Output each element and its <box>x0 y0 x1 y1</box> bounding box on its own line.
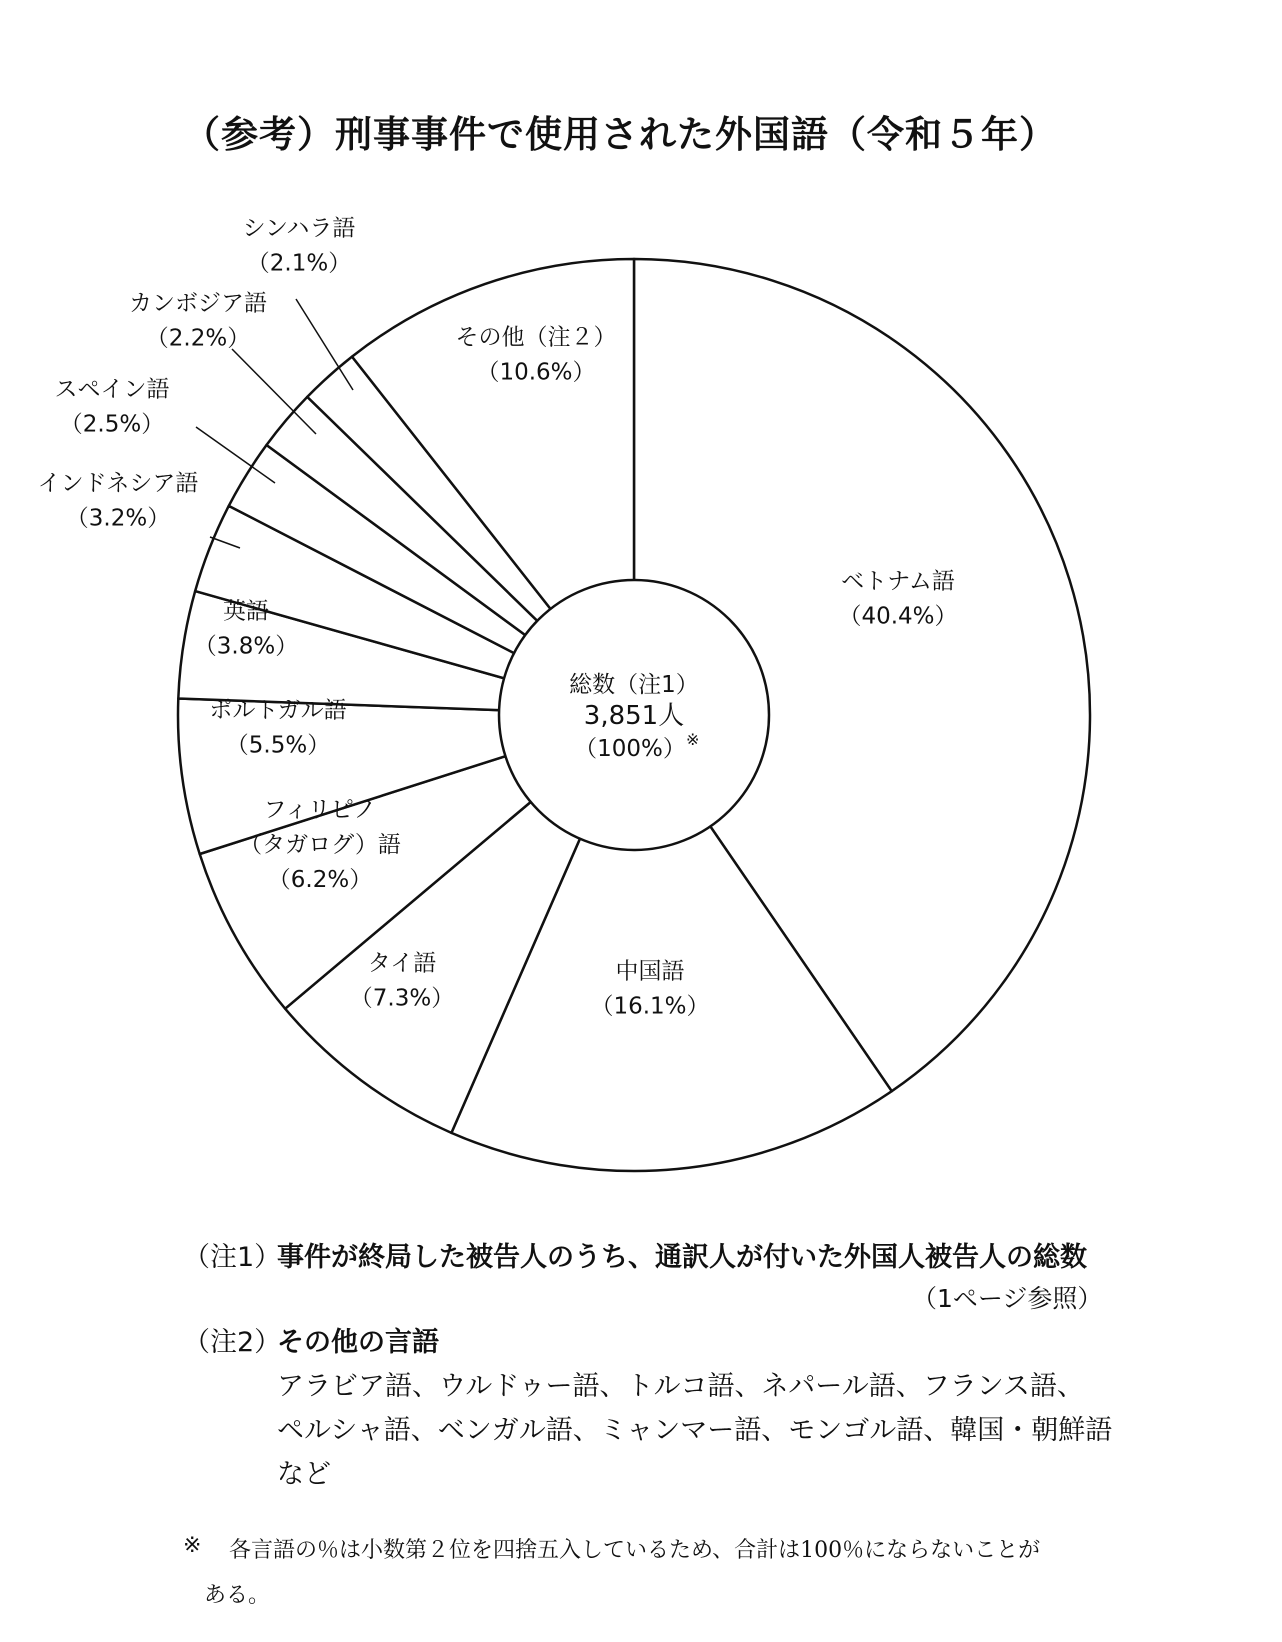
slice-name-label-9-0: シンハラ語 <box>242 215 356 242</box>
slice-percent-label-6: （3.2%） <box>65 505 171 532</box>
slice-name-label-1-0: 中国語 <box>615 958 685 985</box>
note1-text: 事件が終局した被告人のうち、通訳人が付いた外国人被告人の総数 <box>277 1242 1087 1273</box>
slice-name-label-7-0: スペイン語 <box>54 376 170 403</box>
slice-percent-label-4: （5.5%） <box>225 732 331 759</box>
slice-name-label-6-0: インドネシア語 <box>37 470 199 497</box>
center-total-value: 3,851人 <box>583 701 685 731</box>
slice-percent-label-7: （2.5%） <box>59 411 165 438</box>
slice-name-label-3-1: （タガログ）語 <box>239 832 401 858</box>
slice-name-label-4-0: ポルトガル語 <box>209 697 347 724</box>
slice-percent-label-9: （2.1%） <box>246 250 352 277</box>
slice-name-label-10-0: その他（注２） <box>455 324 617 351</box>
slice-name-label-0-0: ベトナム語 <box>841 568 955 595</box>
page-title: （参考）刑事事件で使用された外国語（令和５年） <box>183 113 1057 156</box>
center-asterisk-mark: ※ <box>686 730 700 749</box>
slice-name-label-8-0: カンボジア語 <box>129 290 267 317</box>
slice-percent-label-8: （2.2%） <box>145 325 251 352</box>
slice-percent-label-5: （3.8%） <box>193 633 299 660</box>
asterisk-note-line1: 各言語の％は小数第２位を四捨五入しているため、合計は100％にならないことが <box>229 1538 1041 1563</box>
center-total-percent: （100%） <box>574 736 686 762</box>
slice-percent-label-0: （40.4%） <box>838 603 958 630</box>
note2-title: その他の言語 <box>277 1327 439 1358</box>
slice-name-label-2-0: タイ語 <box>367 950 437 977</box>
note1-tag: （注1） <box>183 1242 282 1273</box>
slice-percent-label-3: （6.2%） <box>267 867 373 893</box>
leader-line-8 <box>232 349 316 434</box>
note2-tag: （注2） <box>183 1327 282 1358</box>
slice-percent-label-1: （16.1%） <box>590 993 710 1020</box>
slice-name-label-3-0: フィリピノ <box>263 797 377 823</box>
note2-line1: アラビア語、ウルドゥー語、トルコ語、ネパール語、フランス語、 <box>277 1371 1084 1402</box>
slice-name-label-5-0: 英語 <box>223 598 269 625</box>
slice-percent-label-10: （10.6%） <box>476 359 596 386</box>
note2-line2: ペルシャ語、ベンガル語、ミャンマー語、モンゴル語、韓国・朝鮮語 <box>277 1415 1113 1446</box>
asterisk-mark: ※ <box>183 1533 202 1558</box>
note2-line3: など <box>277 1459 331 1490</box>
slice-percent-label-2: （7.3%） <box>349 985 455 1012</box>
note1-page-ref: （1ページ参照） <box>912 1284 1103 1313</box>
leader-line-9 <box>296 299 353 390</box>
center-total-label: 総数（注1） <box>569 672 699 698</box>
asterisk-note-line2: ある。 <box>204 1583 271 1608</box>
